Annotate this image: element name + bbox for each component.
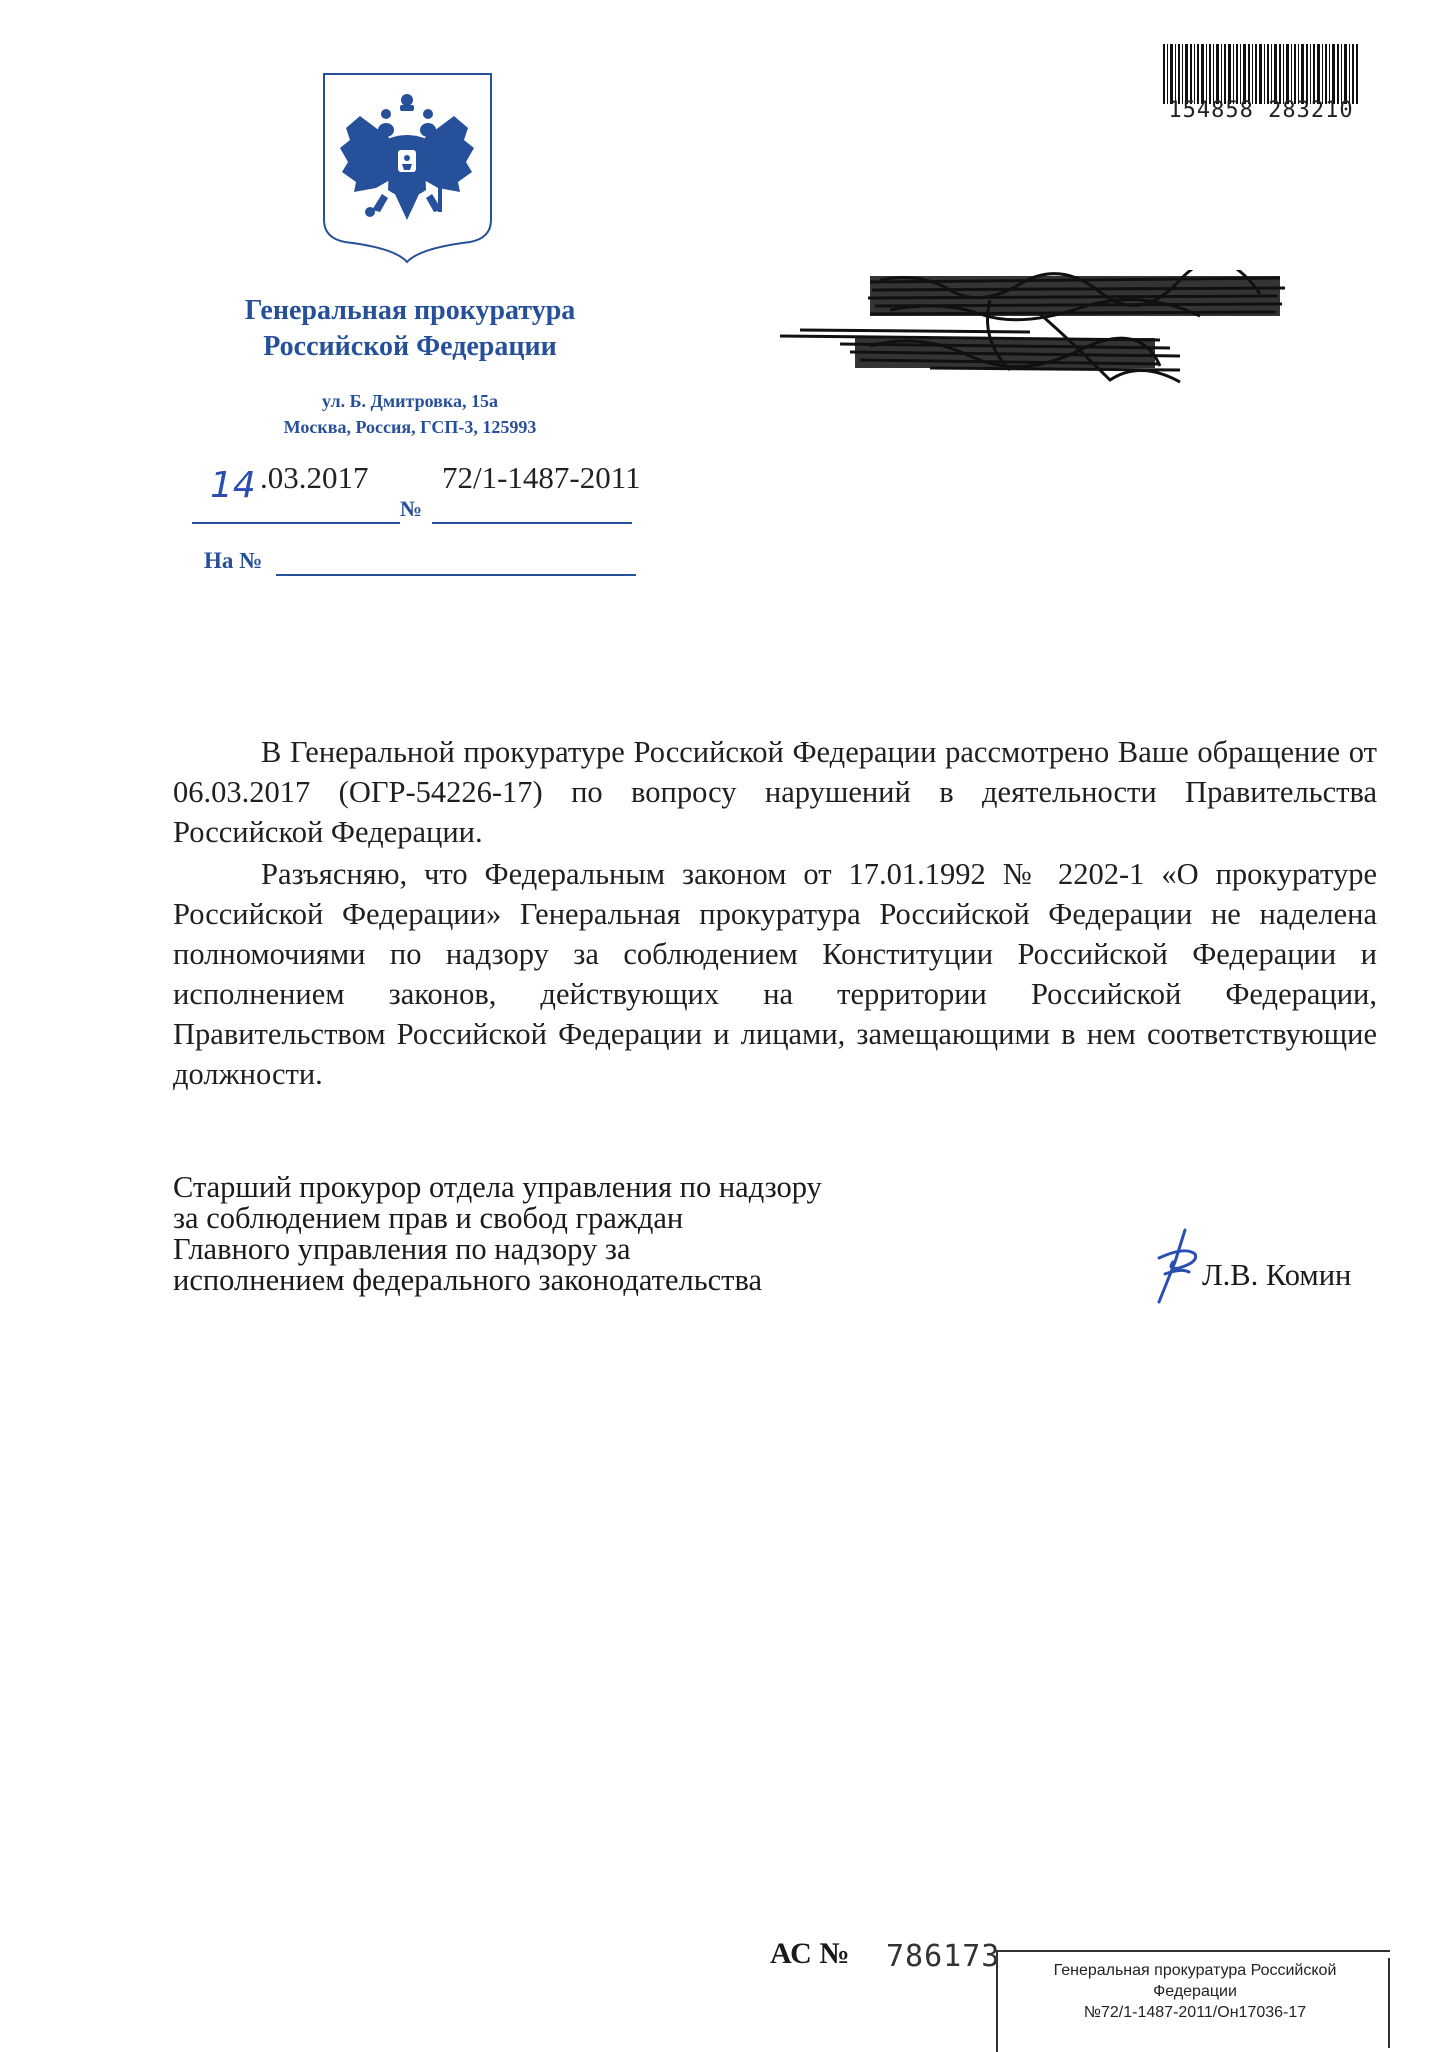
stamp-border [1388, 1958, 1390, 2048]
outgoing-number: 72/1-1487-2011 [442, 460, 641, 495]
signer-title-line2: за соблюдением прав и свобод граждан [173, 1201, 684, 1235]
reference-underline [276, 574, 636, 576]
signer-title-line4: исполнением федерального законодательства [173, 1263, 763, 1297]
stamp-text [1010, 1960, 1380, 2023]
agency-name-line2: Российской Федерации [263, 331, 557, 362]
signer-title-line3: Главного управления по надзору за [173, 1232, 631, 1266]
letter-body [173, 732, 1377, 1096]
body-paragraph-1: В Генеральной прокуратуре Российской Федерации рассмотрено Ваше обращение от 06.03.2017 (ОГР-54226-17) по вопросу нарушений в деятельности Правительства Российской Федерации. [173, 735, 1377, 849]
reference-label: На № [204, 548, 263, 573]
barcode-number: 154858 283210 [1168, 98, 1354, 123]
agency-name-line1: Генеральная прокуратура [244, 295, 576, 326]
body-paragraph-2: Разъясняю, что Федеральным законом от 17.01.1992 № 2202-1 «О прокуратуре Российской Федерации» Генеральная прокуратура Российской Федерации не наделена полномочиями по надзору за соблюдением Конституции Российской Федерации и исполнением законов, действующих на территории Российской Федерации, Правительством Российской Федерации и лицами, замещающими в нем соответствующие должности. [173, 857, 1377, 1091]
stamp-line3: №72/1-1487-2011/Он17036-17 [1083, 2004, 1307, 2021]
ac-number: 786173 [886, 1939, 1001, 1974]
letter-date: .03.2017 [260, 460, 369, 495]
agency-address [210, 388, 610, 440]
date-underline [192, 522, 400, 524]
signer-title-line1: Старший прокурор отдела управления по надзору [173, 1170, 822, 1204]
signer-title [173, 1172, 933, 1296]
number-underline [432, 522, 632, 524]
coat-of-arms-icon [320, 70, 495, 265]
agency-name [180, 293, 640, 365]
address-line1: ул. Б. Дмитровка, 15а [321, 391, 498, 411]
signer-name: Л.В. Комин [1202, 1258, 1352, 1292]
address-line2: Москва, Россия, ГСП-3, 125993 [283, 417, 537, 437]
number-label: № [400, 496, 423, 521]
stamp-line2: Федерации [1153, 1983, 1237, 2000]
stamp-line1: Генеральная прокуратура Российской [1053, 1962, 1337, 1979]
handwritten-day: 14 [210, 465, 256, 506]
ac-label: АС № [770, 1937, 850, 1970]
redacted-recipient [780, 270, 1300, 390]
